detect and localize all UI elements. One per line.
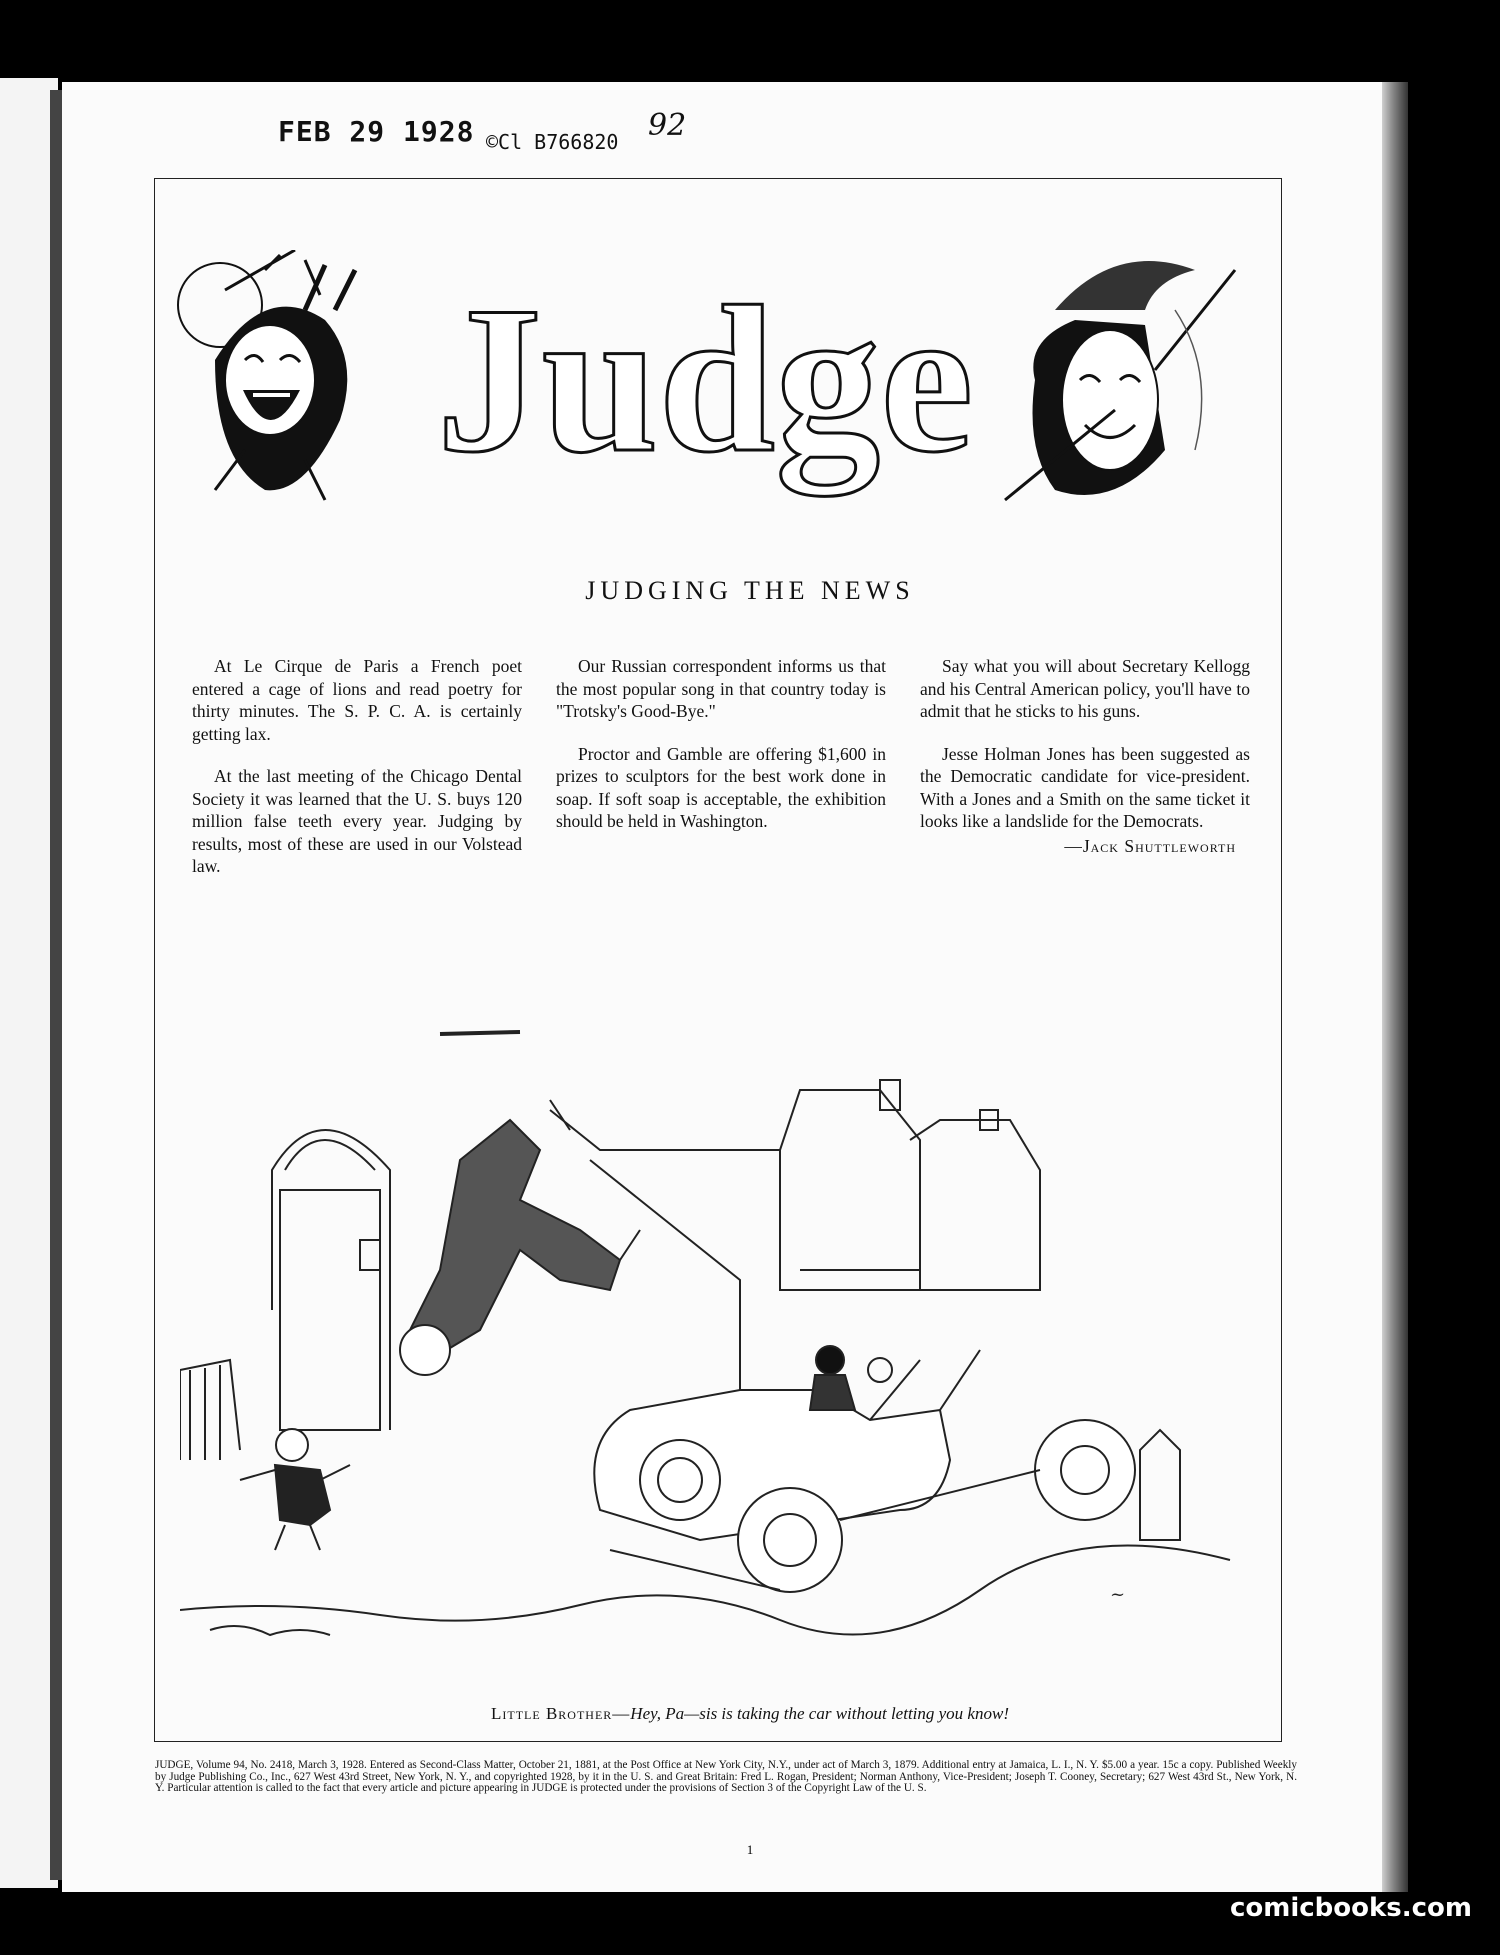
publication-notice: JUDGE, Volume 94, No. 2418, March 3, 1928. Entered as Second-Class Matter, October 21, 1881, at the Post Office at New York City, N.Y., under act of March 3, 1879. Additional entry at Jamaica, L. I., N. Y. $5.00 a year. 15c a copy. Published Weekly by Judge Publishing Co., Inc., 627 West 43rd Street, New York, N. Y., and copyrighted 1928, by it in the U. S. and Great Britain: Fred L. Rogan, President; Norman Anthony, Vice-President; Joseph T. Cooney, Secretary; 627 West 43rd St., New York, N. Y. Particular attention is called to the fact that every article and picture appearing in JUDGE is protected under the provisions of Section 3 of the Copyright Law of the U. S. — [155, 1759, 1297, 1794]
caption-speech: Hey, Pa—sis is taking the car without letting you know! — [630, 1704, 1009, 1723]
page-number: 1 — [746, 1842, 754, 1857]
masthead-title: Judge — [436, 264, 974, 496]
author-byline: —Jack Shuttleworth — [1064, 835, 1236, 856]
news-item: Say what you will about Secretary Kellogg and his Central American policy, you'll have to admit that he sticks to his guns. — [920, 656, 1250, 721]
news-item: At the last meeting of the Chicago Dental Society it was learned that the U. S. buys 120 million false teeth every year. Judging by results, most of these are used in our Volstead law. — [192, 766, 522, 876]
artist-signature: ~ — [1110, 1584, 1126, 1605]
page-stack-edge — [1382, 82, 1408, 1892]
article-column-2 — [556, 655, 886, 853]
cartoon-illustration — [180, 1030, 1260, 1650]
news-item: Jesse Holman Jones has been suggested as the Democratic candidate for vice-president. With a Jones and a Smith on the same ticket it looks like a landslide for the Democrats. — [920, 743, 1250, 831]
copyright-stamp: ©Cl B766820 — [486, 130, 619, 154]
handwritten-mark: 92 — [648, 108, 687, 143]
cartoon-drawing — [180, 1030, 1260, 1650]
cartoon-caption — [0, 1704, 1500, 1724]
masthead — [155, 250, 1275, 520]
news-item: At Le Cirque de Paris a French poet entered a cage of lions and read poetry for thirty minutes. The S. P. C. A. is certainly getting lax. — [192, 656, 522, 744]
site-watermark: comicbooks.com — [1229, 1893, 1472, 1923]
article-column-1 — [192, 655, 522, 898]
caption-speaker: Little Brother— — [491, 1704, 631, 1723]
comedy-mask-illustration — [178, 250, 355, 500]
masthead-art — [155, 250, 1275, 520]
news-item: Our Russian correspondent informs us that the most popular song in that country today is "Trotsky's Good-Bye." — [556, 656, 886, 721]
received-date-stamp: FEB 29 1928 — [278, 115, 475, 148]
news-item: Proctor and Gamble are offering $1,600 in prizes to sculptors for the best work done in soap. If soft soap is acceptable, the exhibition should be held in Washington. — [556, 743, 886, 831]
section-title: JUDGING THE NEWS — [585, 576, 915, 605]
article-column-3 — [920, 655, 1250, 857]
jester-mask-illustration — [1005, 261, 1235, 500]
